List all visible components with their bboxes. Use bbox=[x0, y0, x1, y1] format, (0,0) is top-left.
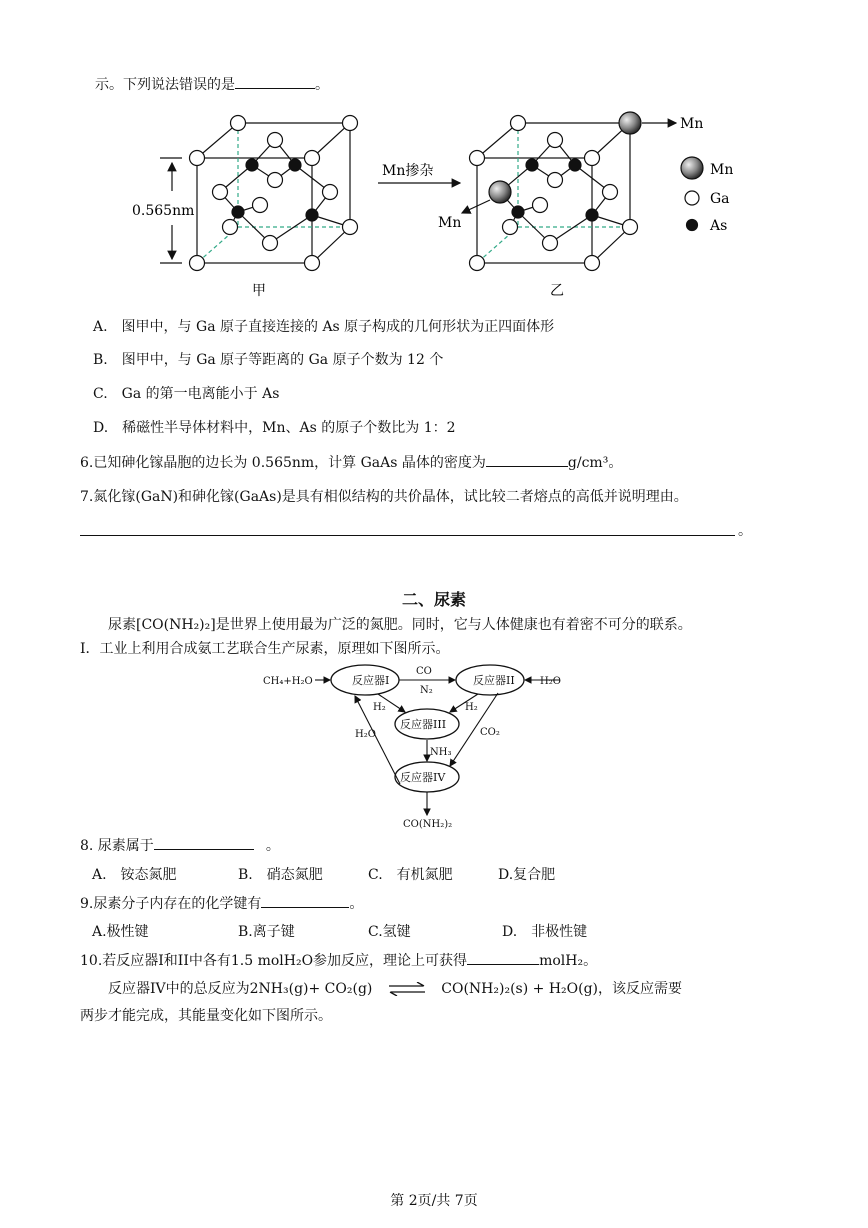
question-9 bbox=[80, 893, 363, 913]
q10-text: 10.若反应器Ⅰ和II中各有1.5 molH₂O参加反应，理论上可获得 bbox=[80, 953, 468, 969]
q8-blank bbox=[154, 835, 254, 850]
option-q5-c: C. Ga 的第一电离能小于 As bbox=[93, 386, 280, 402]
h2-right-label: H₂ bbox=[465, 702, 478, 713]
mn-top-label: Mn bbox=[680, 116, 704, 132]
input-1-label: CH₄+H₂O bbox=[263, 676, 313, 687]
reactor-3-label: 反应器III bbox=[400, 718, 447, 731]
label-jia: 甲 bbox=[252, 283, 266, 299]
q6-unit: g/cm³。 bbox=[567, 455, 623, 471]
nh3-label: NH₃ bbox=[430, 747, 452, 758]
question-6 bbox=[80, 452, 622, 472]
answer-blank bbox=[235, 74, 315, 89]
reaction-right: CO(NH₂)₂(s) + H₂O(g)，该反应需要 bbox=[441, 981, 683, 997]
reaction-paragraph-end: 两步才能完成，其能量变化如下图所示。 bbox=[80, 1008, 332, 1024]
q8-option-a: A. 铵态氮肥 bbox=[92, 867, 177, 883]
q7-answer-line bbox=[80, 535, 735, 536]
reactor-2-label: 反应器II bbox=[473, 674, 515, 687]
n2-label: N₂ bbox=[420, 685, 433, 696]
section-title: 二、尿素 bbox=[401, 590, 466, 609]
q8-option-d: D.复合肥 bbox=[498, 867, 556, 883]
q6-blank bbox=[486, 452, 568, 467]
q9-option-b: B.离子键 bbox=[238, 924, 295, 940]
intro-text: 示。下列说法错误的是 bbox=[95, 77, 235, 93]
q8-option-c: C. 有机氮肥 bbox=[368, 867, 453, 883]
option-q5-a: A. 图甲中，与 Ga 原子直接连接的 As 原子构成的几何形状为正四面体形 bbox=[93, 319, 555, 335]
paragraph-industry: Ⅰ．工业上利用合成氨工艺联合生产尿素，原理如下图所示。 bbox=[80, 641, 450, 657]
q10-blank bbox=[467, 950, 539, 965]
legend-ga: Ga bbox=[710, 191, 730, 207]
reaction-equation-line bbox=[108, 978, 682, 998]
question-10 bbox=[80, 950, 597, 970]
q9-option-d: D. 非极性键 bbox=[502, 924, 588, 940]
co2-label: CO₂ bbox=[480, 727, 500, 738]
equilibrium-arrow-icon bbox=[387, 982, 427, 996]
q8-option-b: B. 硝态氮肥 bbox=[238, 867, 323, 883]
q7-end: 。 bbox=[738, 523, 752, 539]
intro-line: 示。下列说法错误的是 。 bbox=[95, 74, 329, 94]
mn-left-label: Mn bbox=[438, 215, 462, 231]
reactor-1-label: 反应器I bbox=[352, 674, 390, 687]
product-label: CO(NH₂)₂ bbox=[403, 819, 453, 830]
q6-text: 6.已知砷化镓晶胞的边长为 0.565nm，计算 GaAs 晶体的密度为 bbox=[80, 455, 486, 471]
co-label: CO bbox=[416, 666, 432, 677]
option-q5-d: D. 稀磁性半导体材料中，Mn、As 的原子个数比为 1：2 bbox=[93, 420, 456, 436]
option-q5-b: B. 图甲中，与 Ga 原子等距离的 Ga 原子个数为 12 个 bbox=[93, 352, 444, 368]
mn-atom-left bbox=[489, 181, 511, 203]
dimension-label: 0.565nm bbox=[132, 203, 195, 219]
q10-unit: molH₂。 bbox=[539, 953, 598, 969]
doping-label: Mn掺杂 bbox=[382, 163, 434, 179]
q9-blank bbox=[261, 893, 349, 908]
page-footer: 第 2页/共 7页 bbox=[390, 1193, 478, 1209]
h2-left-label: H₂ bbox=[373, 702, 386, 713]
reactor-4-label: 反应器IV bbox=[400, 771, 446, 784]
q9-option-a: A.极性键 bbox=[92, 924, 149, 940]
paragraph-urea: 尿素[CO(NH₂)₂]是世界上使用最为广泛的氮肥。同时，它与人体健康也有着密不可分的联系。 bbox=[108, 617, 692, 633]
question-7: 7.氮化镓(GaN)和砷化镓(GaAs)是具有相似结构的共价晶体，试比较二者熔点的高低并说明理由。 bbox=[80, 489, 688, 505]
q9-end: 。 bbox=[349, 896, 364, 912]
urea-flow-diagram bbox=[260, 660, 580, 835]
reaction-left: 反应器IV中的总反应为2NH₃(g)+ CO₂(g) bbox=[108, 981, 373, 997]
h2o-return-label: H₂O bbox=[355, 729, 376, 740]
q8-end: 。 bbox=[265, 838, 280, 854]
q8-text: 8. 尿素属于 bbox=[80, 838, 154, 854]
q9-option-c: C.氢键 bbox=[368, 924, 411, 940]
input-2-label: H₂O bbox=[540, 676, 561, 687]
label-yi: 乙 bbox=[550, 283, 564, 299]
mn-atom-top bbox=[619, 112, 641, 134]
legend bbox=[681, 157, 703, 231]
crystal-structure-diagram bbox=[120, 105, 760, 300]
legend-as: As bbox=[710, 218, 728, 234]
q9-text: 9.尿素分子内存在的化学键有 bbox=[80, 896, 262, 912]
question-8 bbox=[80, 835, 280, 855]
legend-mn: Mn bbox=[710, 162, 734, 178]
